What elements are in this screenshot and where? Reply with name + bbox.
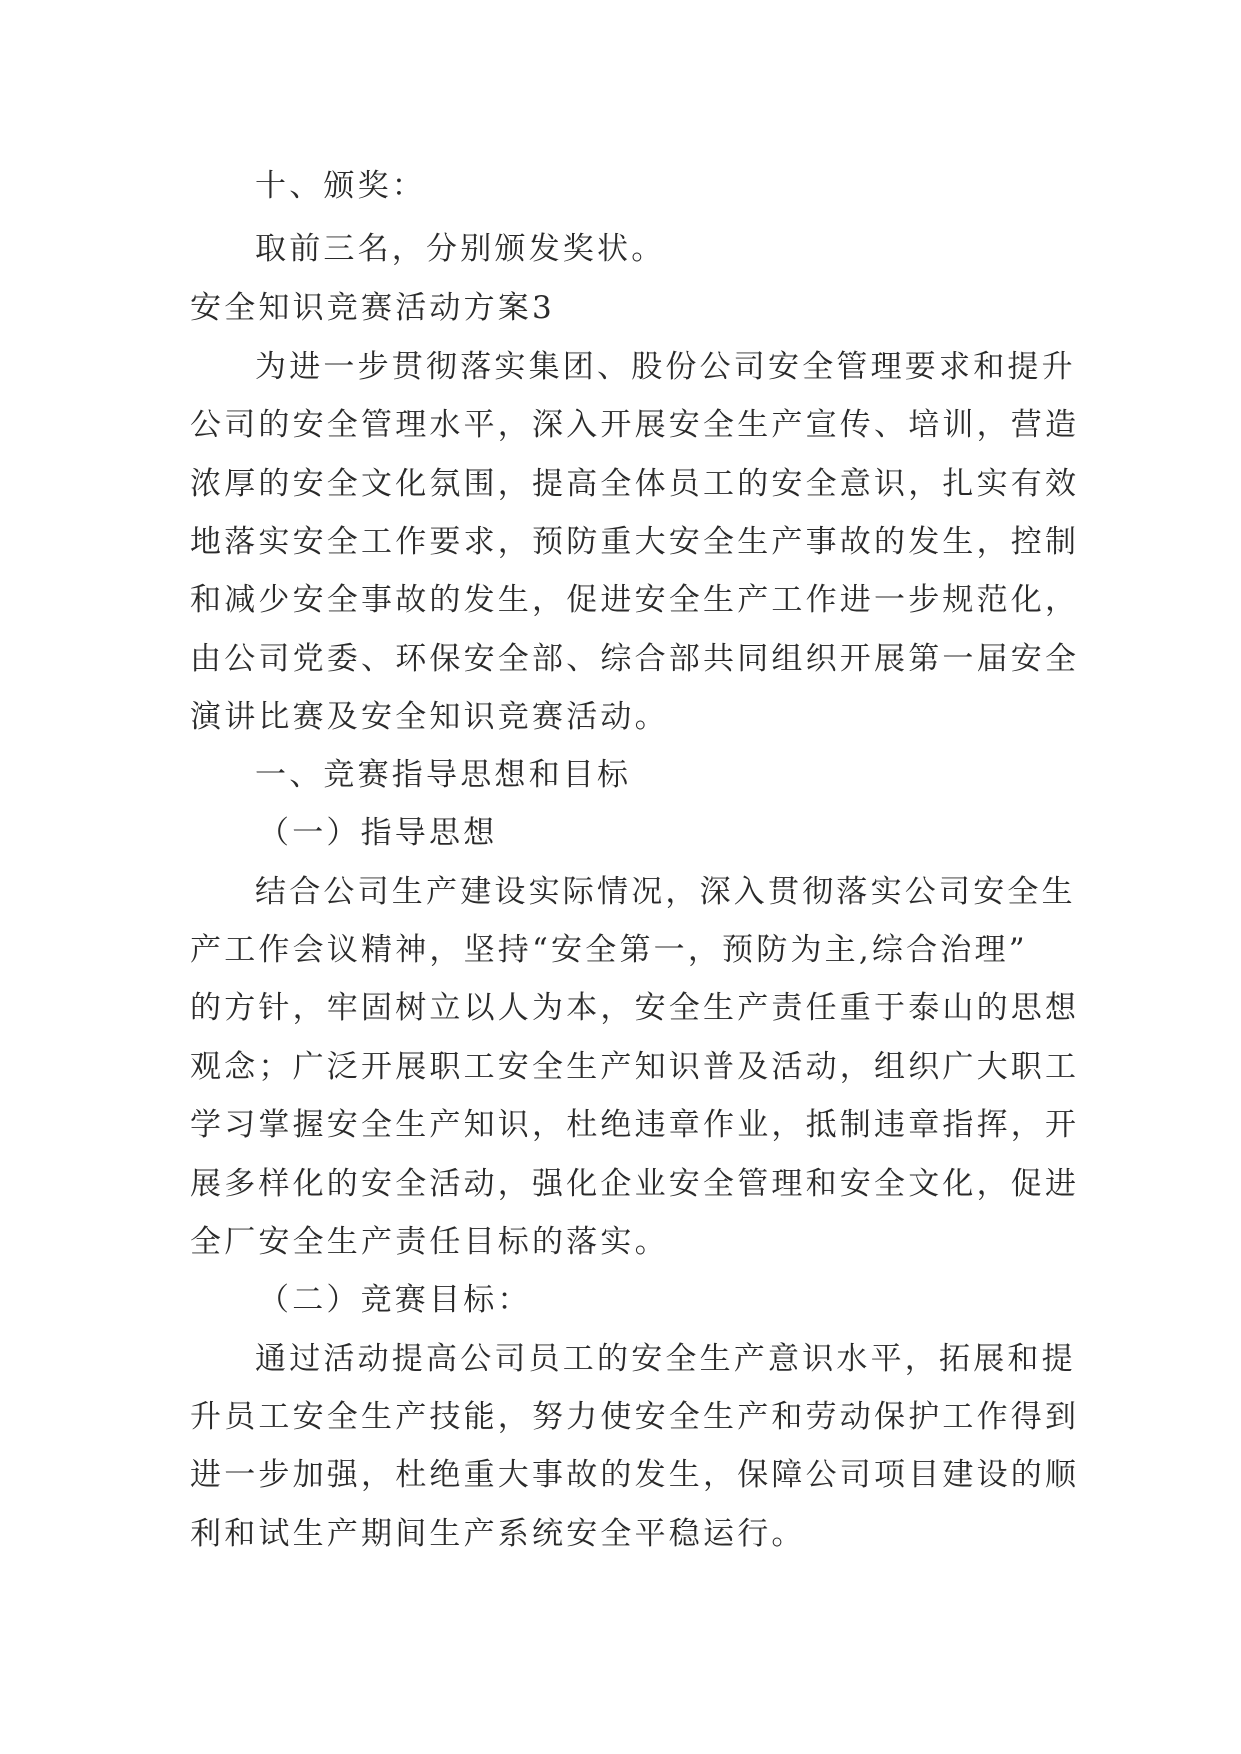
paragraph-line: 全厂安全生产责任目标的落实。 — [190, 1224, 669, 1260]
subsection-heading: （一）指导思想 — [258, 815, 498, 851]
paragraph-line: 学习掌握安全生产知识，杜绝违章作业，抵制违章指挥，开 — [190, 1107, 1080, 1143]
paragraph-line: 和减少安全事故的发生，促进安全生产工作进一步规范化， — [190, 582, 1080, 618]
document-title: 安全知识竞赛活动方案3 — [190, 290, 555, 326]
paragraph-line: 浓厚的安全文化氛围，提高全体员工的安全意识，扎实有效 — [190, 466, 1080, 502]
paragraph-line: 升员工安全生产技能，努力使安全生产和劳动保护工作得到 — [190, 1399, 1080, 1435]
paragraph-line: 地落实安全工作要求，预防重大安全生产事故的发生，控制 — [190, 524, 1080, 560]
paragraph-line: 演讲比赛及安全知识竞赛活动。 — [190, 699, 669, 735]
paragraph-line: 利和试生产期间生产系统安全平稳运行。 — [190, 1516, 806, 1552]
paragraph-line: 产工作会议精神，坚持“安全第一，预防为主,综合治理” — [190, 932, 1028, 968]
paragraph-line: 进一步加强，杜绝重大事故的发生，保障公司项目建设的顺 — [190, 1457, 1080, 1493]
paragraph-line: 由公司党委、环保安全部、综合部共同组织开展第一届安全 — [190, 641, 1080, 677]
paragraph-line: 取前三名，分别颁发奖状。 — [255, 231, 666, 267]
paragraph-line: 展多样化的安全活动，强化企业安全管理和安全文化，促进 — [190, 1166, 1080, 1202]
paragraph-line: 观念；广泛开展职工安全生产知识普及活动，组织广大职工 — [190, 1049, 1080, 1085]
paragraph-line: 为进一步贯彻落实集团、股份公司安全管理要求和提升 — [255, 349, 1076, 385]
subsection-heading: （二）竞赛目标： — [258, 1282, 532, 1318]
paragraph-line: 公司的安全管理水平，深入开展安全生产宣传、培训，营造 — [190, 407, 1080, 443]
paragraph-line: 的方针，牢固树立以人为本，安全生产责任重于泰山的思想 — [190, 990, 1080, 1026]
section-heading: 一、竞赛指导思想和目标 — [255, 757, 632, 793]
paragraph-line: 结合公司生产建设实际情况，深入贯彻落实公司安全生 — [255, 874, 1076, 910]
paragraph-line: 通过活动提高公司员工的安全生产意识水平，拓展和提 — [255, 1341, 1076, 1377]
section-heading-awards: 十、颁奖： — [255, 168, 426, 204]
